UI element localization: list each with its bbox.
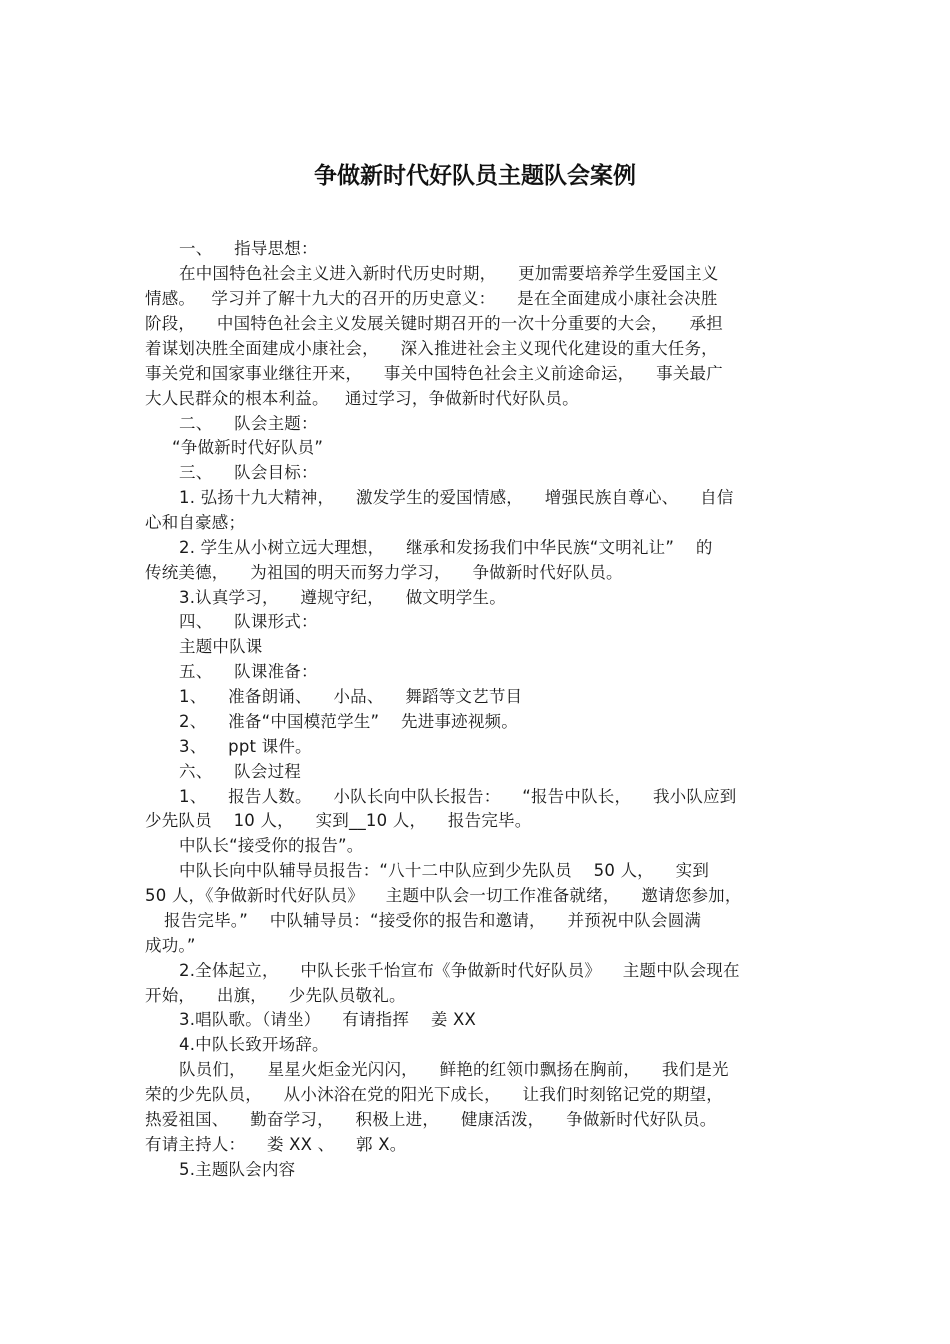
text-line: 三、 队会目标： xyxy=(179,463,318,482)
text-line: 50 人，《争做新时代好队员》 主题中队会一切工作准备就绪， 邀请您参加， xyxy=(145,886,742,905)
text-line: 2. 学生从小树立远大理想， 继承和发扬我们中华民族“文明礼让” 的 xyxy=(179,538,713,557)
text-line: 3、 ppt 课件。 xyxy=(179,737,312,756)
text-line: 着谋划决胜全面建成小康社会， 深入推进社会主义现代化建设的重大任务， xyxy=(145,339,718,358)
text-line: 五、 队课准备： xyxy=(179,662,318,681)
text-line: 2.全体起立， 中队长张千怡宣布《争做新时代好队员》 主题中队会现在 xyxy=(179,961,740,980)
text-line: 1、 报告人数。 小队长向中队长报告： “报告中队长， 我小队应到 xyxy=(179,787,737,806)
text-line: 事关党和国家事业继往开来， 事关中国特色社会主义前途命运， 事关最广 xyxy=(145,364,723,383)
text-line: 主题中队课 xyxy=(179,637,263,656)
text-line: 2、 准备“中国模范学生” 先进事迹视频。 xyxy=(179,712,518,731)
text-line: 六、 队会过程 xyxy=(179,762,301,781)
text-line: 四、 队课形式： xyxy=(179,612,318,631)
text-line: 中队长向中队辅导员报告：“八十二中队应到少先队员 50 人， 实到 xyxy=(179,861,710,880)
text-line: 一、 指导思想： xyxy=(179,239,318,258)
text-line: 3.认真学习， 遵规守纪， 做文明学生。 xyxy=(179,588,506,607)
text-line: 传统美德， 为祖国的明天而努力学习， 争做新时代好队员。 xyxy=(145,563,623,582)
text-line: 开始， 出旗， 少先队员敬礼。 xyxy=(145,986,406,1005)
text-line: 心和自豪感； xyxy=(145,513,246,532)
text-line: 1. 弘扬十九大精神， 激发学生的爱国情感， 增强民族自尊心、 自信 xyxy=(179,488,734,507)
text-line: “争做新时代好队员” xyxy=(172,438,324,457)
text-line: 阶段， 中国特色社会主义发展关键时期召开的一次十分重要的大会， 承担 xyxy=(145,314,723,333)
text-line: 成功。” xyxy=(145,936,196,955)
text-line: 少先队员 10 人， 实到__10 人， 报告完毕。 xyxy=(145,811,532,830)
text-line: 有请主持人： 娄 XX 、 郭 X。 xyxy=(145,1135,407,1154)
text-line: 大人民群众的根本利益。 通过学习，争做新时代好队员。 xyxy=(145,389,579,408)
document-title: 争做新时代好队员主题队会案例 xyxy=(314,163,636,189)
text-line: 3.唱队歌。（请坐） 有请指挥 姜 XX xyxy=(179,1010,477,1029)
text-line: 情感。 学习并了解十九大的召开的历史意义： 是在全面建成小康社会决胜 xyxy=(145,289,718,308)
text-line: 荣的少先队员， 从小沐浴在党的阳光下成长， 让我们时刻铭记党的期望， xyxy=(145,1085,723,1104)
text-line: 在中国特色社会主义进入新时代历史时期， 更加需要培养学生爱国主义 xyxy=(179,264,719,283)
text-line: 二、 队会主题： xyxy=(179,414,318,433)
text-line: 热爱祖国、 勤奋学习， 积极上进， 健康活泼， 争做新时代好队员。 xyxy=(145,1110,717,1129)
text-line: 队员们， 星星火炬金光闪闪， 鲜艳的红领巾飘扬在胸前， 我们是光 xyxy=(179,1060,729,1079)
text-line: 4.中队长致开场辞。 xyxy=(179,1035,329,1054)
text-line: 1、 准备朗诵、 小品、 舞蹈等文艺节目 xyxy=(179,687,523,706)
text-line: 报告完毕。” 中队辅导员：“接受你的报告和邀请， 并预祝中队会圆满 xyxy=(164,911,702,930)
text-line: 5.主题队会内容 xyxy=(179,1160,296,1179)
text-line: 中队长“接受你的报告”。 xyxy=(179,836,364,855)
